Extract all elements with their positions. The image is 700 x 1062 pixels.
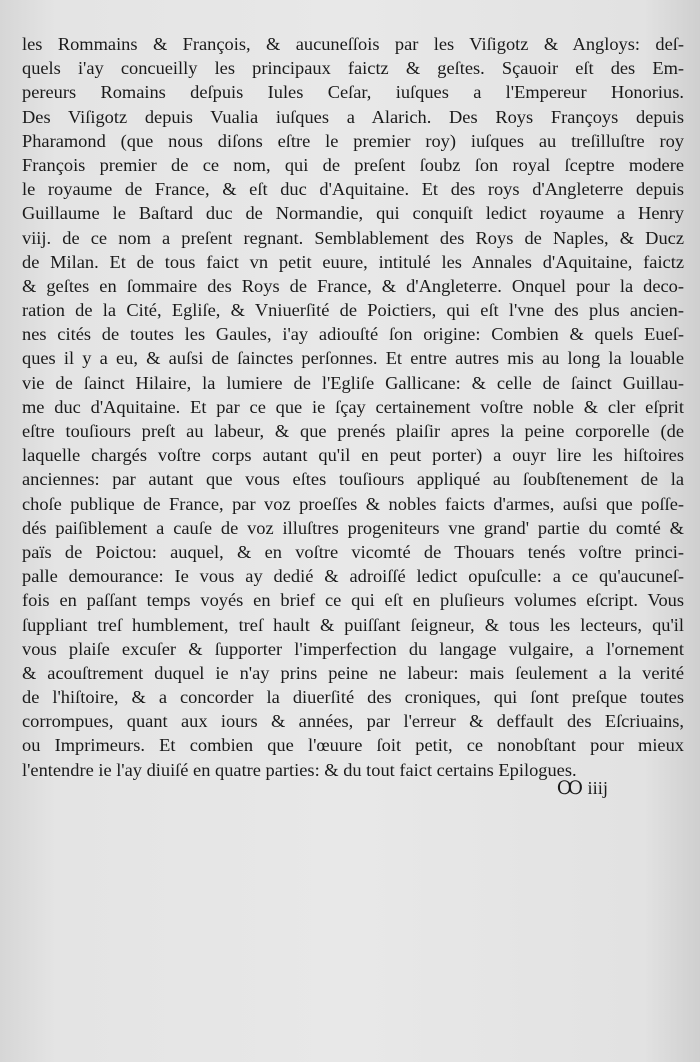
text-line: ration de la Cité, Egliſe, & Vniuerſité de Poictiers, qui eſt l'vne des plus ancien- [22,300,684,321]
text-line: pereurs Romains deſpuis Iules Ceſar, iuſques a l'Empereur Honorius. [22,82,684,103]
text-line: païs de Poictou: auquel, & en voſtre vicomté de Thouars tenés voſtre princi- [22,541,684,562]
text-line: anciennes: par autant que vous eſtes touſiours appliqué au ſoubſtenement de la [22,469,684,490]
text-line: Des Viſigotz depuis Vualia iuſques a Alarich. Des Roys Françoys depuis [22,106,684,127]
text-line: me duc d'Aquitaine. Et par ce que ie ſçay certainement voſtre noble & cler eſprit [22,396,684,417]
text-line: vous plaiſe excuſer & ſupporter l'imperfection du langage vulgaire, a l'ornement [22,638,684,659]
body-text [22,32,684,782]
text-line: fois en paſſant temps voyés en brief ce qui eſt en pluſieurs volumes eſcript. Vous [22,590,684,611]
text-line: nes cités de toutes les Gaules, i'ay adiouſté ſon origine: Combien & quels Eueſ- [22,324,684,345]
text-line: vie de ſainct Hilaire, la lumiere de l'Egliſe Gallicane: & celle de ſainct Guillau- [22,372,684,393]
text-line: les Rommains & François, & aucuneſſois par les Viſigotz & Angloys: deſ- [22,34,684,54]
text-line: de l'hiſtoire, & a concorder la diuerſité des croniques, qui ſont preſque toutes [22,687,684,708]
text-line: ou Imprimeurs. Et combien que l'œuure ſoit petit, ce nonobſtant pour mieux [22,735,684,756]
text-line: quels i'ay concueilly les principaux faictz & geſtes. Sçauoir eſt des Em- [22,58,684,79]
text-line: de Milan. Et de tous faict vn petit euure, intitulé les Annales d'Aquitaine, faictz [22,251,684,272]
text-line: ſuppliant treſ humblement, treſ hault & puiſſant ſeigneur, & tous les lecteurs, qu'il [22,614,684,635]
text-line: & geſtes en ſommaire des Roys de France, & d'Angleterre. Onquel pour la deco- [22,275,684,296]
text-line: & acouſtrement duquel ie n'ay prins peine ne labeur: mais ſeulement a la verité [22,662,684,683]
text-line: ques il y a eu, & auſsi de ſainctes perſonnes. Et entre autres mis au long la louable [22,348,684,369]
text-line: Pharamond (que nous diſons eſtre le premier roy) iuſques au treſilluſtre roy [22,130,684,151]
text-line: dés paiſiblement a cauſe de voz illuſtres progeniteurs vne grand' partie du comté & [22,517,684,538]
text-line: palle demourance: Ie vous ay dedié & adroiſſé ledict opuſculle: a ce qu'aucuneſ- [22,566,684,587]
text-line: laquelle chargés voſtre corps autant qu'il en peut porter) a ouyr lire les hiſtoires [22,445,684,466]
text-line: viij. de ce nom a preſent regnant. Semblablement des Roys de Naples, & Ducz [22,227,684,248]
text-line: choſe publique de France, par voz proeſſes & nobles faicts d'armes, auſsi que poſſe- [22,493,684,514]
text-line: le royaume de France, & eſt duc d'Aquitaine. Et des roys d'Angleterre depuis [22,179,684,200]
text-line: l'entendre ie l'ay diuiſé en quatre parties: & du tout faict certains Epilogues. [22,759,577,780]
signature-mark: Ꝏ iiij [556,778,608,798]
text-line: François premier de ce nom, qui de preſent ſoubz ſon royal ſceptre modere [22,154,684,175]
text-line: corrompues, quant aux iours & années, par l'erreur & deffault des Eſcriuains, [22,711,684,732]
text-line: Guillaume le Baſtard duc de Normandie, qui conquiſt ledict royaume a Henry [22,203,684,224]
text-line: eſtre touſiours preſt au labeur, & que prenés plaiſir apres la peine corporelle (de [22,421,684,441]
